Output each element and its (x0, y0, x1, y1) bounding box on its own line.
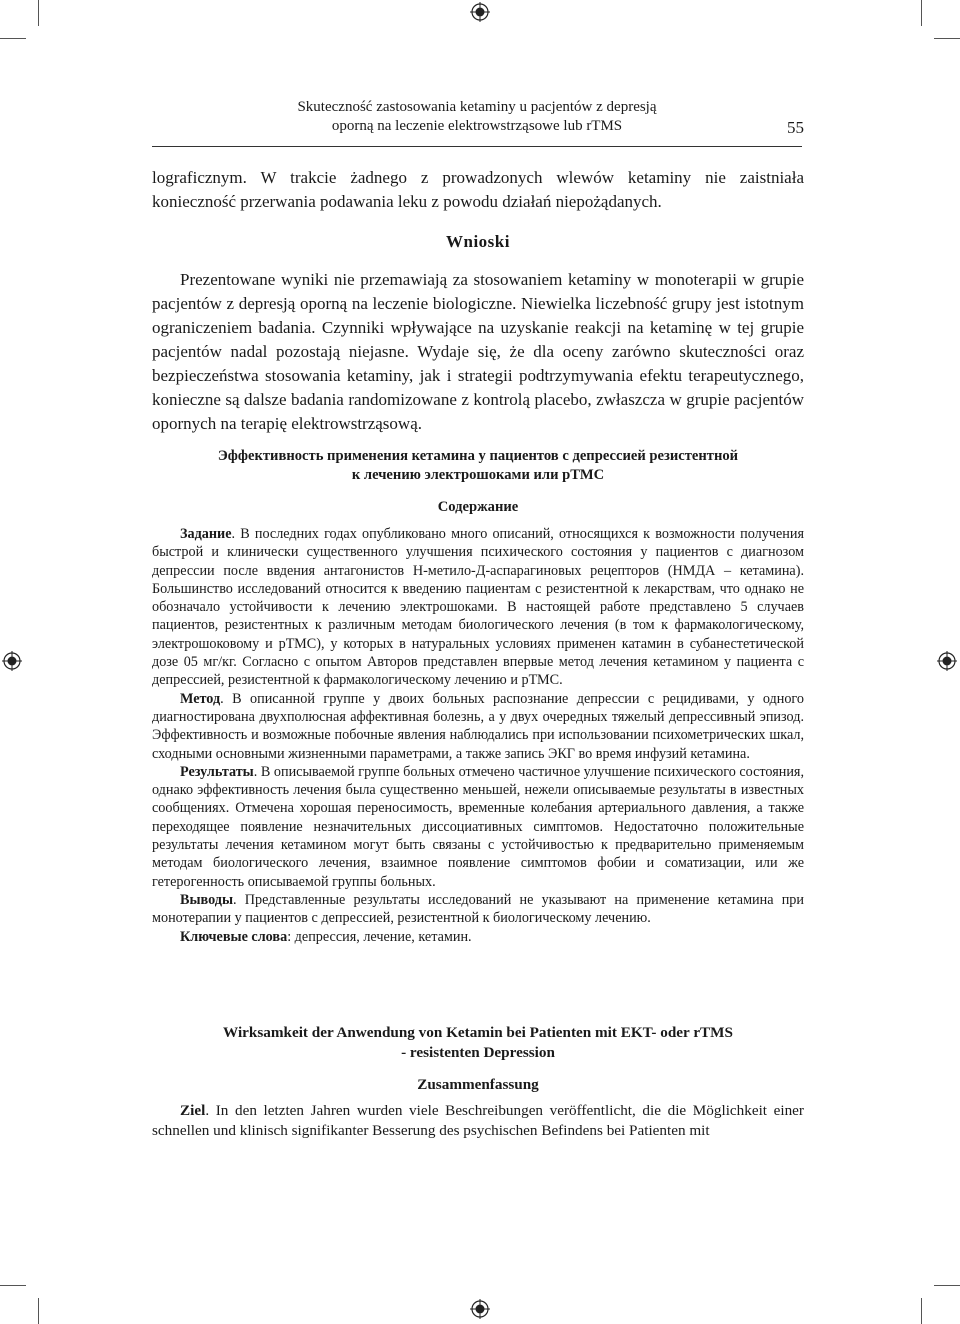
page-number: 55 (787, 118, 804, 137)
german-aim-paragraph (152, 1101, 804, 1141)
russian-aim-text: . В последних годах опубликовано много описаний, относящихся к возможности получения быстрой и клинически существенного улучшения психического состояния у пациентов с диагнозом депрессии после ввдения антагонистов Н-метило-Д-аспарагиновых рецепторов (НМДА – кетамина). Большинство исследований относится к введению пациентам с резистентной к лекарствам, что однако не обозначало устойчивости к лечению электрошоками. В настоящей работе представлено 5 случаев пациентов, резистентных к различным методам биологического лечения (в том к фармакологическому, электрошоковому и рТМС), у которых в натуральных условиях применен катамин в субанестетической дозе 05 мг/кг. Согласно с опытом Авторов представлен впервые метод лечения кетамином у пациента с депрессией, резистентной к фармакологическому лечению и рТМС. (152, 526, 804, 689)
russian-conclusions-text: . Представленные результаты исследований не указывают на применение кетамина при монотерапии у пациентов с депрессией, резистентной к биологическому лечению. (152, 891, 804, 927)
russian-method-text: . В описанной группе у двоих больных распознание депрессии с рецидивами, у одного диагностирована двухполюсная аффективная болезнь, а у двух очередных тяжелый депрессивный эпизод. Эффективность и возможные побочные явления наблюдались при использовании психометрических шкал, сходными основными жизненными параметрами, а также запись ЭКГ во время инфузий кетамина. (152, 690, 804, 762)
polish-continued-paragraph (152, 166, 804, 214)
german-title-line-2: - resistenten Depression (401, 1044, 555, 1061)
russian-method-paragraph (152, 690, 804, 763)
polish-conclusions-heading: Wnioski (446, 232, 510, 251)
crop-mark-bottom-left-horizontal (0, 1285, 26, 1286)
registration-mark-left-icon (2, 651, 22, 671)
russian-method-label: Метод (180, 690, 221, 707)
crop-mark-top-left-vertical (38, 0, 39, 26)
russian-results-label: Результаты (180, 763, 254, 780)
german-title-line-1: Wirksamkeit der Anwendung von Ketamin bei Patienten mit EKT- oder rTMS (223, 1024, 733, 1041)
registration-mark-top-icon (470, 2, 490, 22)
russian-keywords-text: : депрессия, лечение, кетамин. (287, 928, 472, 945)
russian-title-line-1: Эффективность применения кетамина у пациентов с депрессией резистентной (217, 448, 739, 464)
polish-conclusions-text: Prezentowane wyniki nie przemawiają za stosowaniem ketaminy w monoterapii w grupie pacjentów z depresją oporną na leczenie biologiczne. Niewielka liczebność grupy jest istotnym ograniczeniem badania. Czynniki wpływające na uzyskanie reakcji na ketaminę w tej grupie pacjentów nadal pozostają niejasne. Wydaje się, że dla oceny zarówno skuteczności oraz bezpieczeństwa stosowania ketaminy, jak i strategii podtrzymywania efektu terapeutycznego, konieczne są dalsze badania randomizowane z kontrolą placebo, zwłaszcza w grupie pacjentów opornych na terapię elektrowstrząsową. (152, 270, 804, 433)
russian-results-text: . В описываемой группе больных отмечено частичное улучшение психического состояния, однако эффективность лечения была существенно меньшей, нежели описываемые результаты в известных сообщениях. Отмечена хорошая переносимость, временные колебания артериального давления, а также переходящее появление незначительных диссоциативных симптомов. Недостаточно положительные результаты лечения кетамином могут быть связаны с устойчивостью к предварительно применяемым методам биологического лечения, взаимное появление симптомов фобии и соматизации, или же гетерогенность описываемой группы больных. (152, 763, 804, 890)
german-aim-label: Ziel (180, 1102, 206, 1119)
german-title (152, 1023, 804, 1063)
continued-paragraph-text: lograficznym. W trakcie żadnego z prowadzonych wlewów ketaminy nie zaistniała konieczność przerwania podawania leku z powodu działań niepożądanych. (152, 168, 804, 211)
crop-mark-top-right-vertical (921, 0, 922, 26)
crop-mark-bottom-right-vertical (921, 1298, 922, 1324)
german-aim-text: . In den letzten Jahren wurden viele Beschreibungen veröffentlicht, die die Möglichkeit einer schnellen und klinisch signifikanter Besserung des psychischen Befindens bei Patienten mit (152, 1102, 804, 1139)
polish-conclusions-section (152, 268, 804, 436)
crop-mark-top-right-horizontal (934, 38, 960, 39)
registration-mark-bottom-icon (470, 1299, 490, 1319)
running-title-line-1: Skuteczność zastosowania ketaminy u pacjentów z depresją (297, 99, 657, 115)
russian-conclusions-label: Выводы (180, 891, 234, 908)
running-title-line-2: oporną na leczenie elektrowstrząsowe lub rTMS (331, 118, 623, 134)
russian-abstract (152, 525, 804, 946)
crop-mark-bottom-right-horizontal (934, 1285, 960, 1286)
russian-aim-label: Задание (180, 526, 232, 542)
russian-title (152, 447, 804, 485)
crop-mark-bottom-left-vertical (38, 1298, 39, 1324)
russian-conclusions-paragraph (152, 891, 804, 928)
russian-aim-paragraph (152, 525, 804, 690)
russian-results-paragraph (152, 763, 804, 891)
header-rule (152, 146, 802, 147)
german-abstract (152, 1101, 804, 1141)
russian-title-line-2: к лечению электрошоками или рТМС (351, 467, 605, 483)
crop-mark-top-left-horizontal (0, 38, 26, 39)
german-summary-heading: Zusammenfassung (417, 1076, 539, 1093)
russian-summary-heading: Содержание (437, 499, 519, 515)
running-header (152, 98, 802, 136)
russian-keywords-label: Ключевые слова (180, 928, 288, 945)
russian-keywords-paragraph (152, 928, 804, 946)
registration-mark-right-icon (937, 651, 957, 671)
